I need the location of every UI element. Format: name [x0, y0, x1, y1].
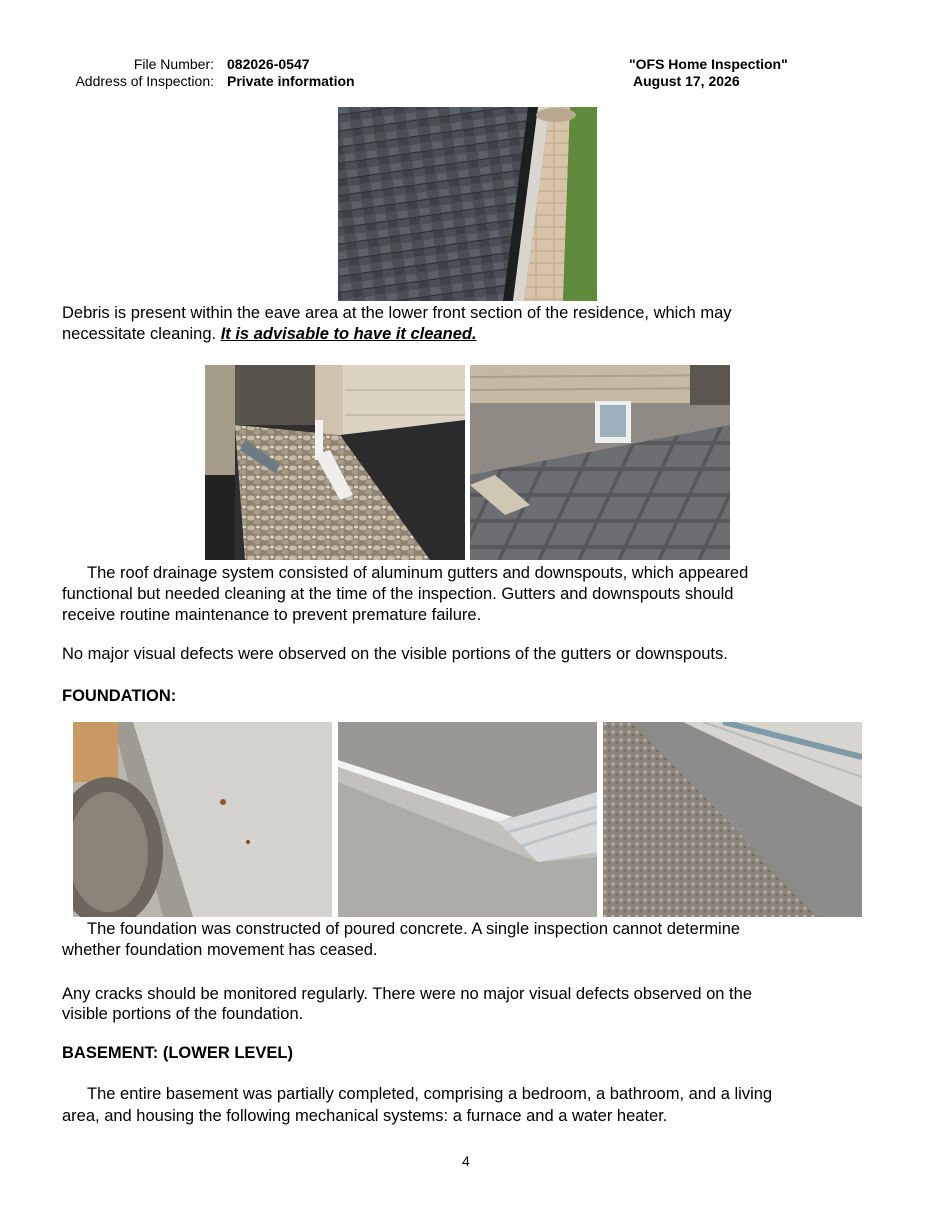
foundation-line-1: The foundation was constructed of poured concrete. A single inspection cannot determine: [87, 920, 741, 938]
downspout-patio-photo: [470, 365, 730, 560]
drainage-text-line-3: receive routine maintenance to prevent premature failure.: [62, 606, 482, 624]
drainage-text-line-2: functional but needed cleaning at the time of the inspection. Gutters and downspouts should: [62, 585, 734, 603]
report-date: August 17, 2026: [633, 73, 740, 89]
foundation-note-line-1: Any cracks should be monitored regularly. There were no major visual defects observed on the: [62, 985, 752, 1003]
basement-text-line-1: [62, 1084, 902, 1105]
address-value: Private information: [227, 73, 355, 89]
address-label: Address of Inspection:: [75, 73, 214, 89]
foundation-interior-photo: [73, 722, 332, 917]
eaves-text-line-1: Debris is present within the eave area at the lower front section of the residence, which may: [62, 304, 732, 322]
foundation-text-line-2: whether foundation movement has ceased.: [62, 941, 378, 959]
page-number: 4: [462, 1153, 470, 1169]
drainage-note: No major visual defects were observed on the visible portions of the gutters or downspouts.: [62, 645, 728, 663]
foundation-text-line-1: [62, 919, 902, 940]
drainage-line-1: The roof drainage system consisted of aluminum gutters and downspouts, which appeared: [87, 564, 749, 582]
basement-heading: BASEMENT: (LOWER LEVEL): [62, 1044, 293, 1062]
eaves-recommendation: It is advisable to have it cleaned.: [220, 325, 477, 343]
foundation-window-well-photo: [338, 722, 597, 917]
drainage-text-line-1: [62, 563, 902, 584]
downspout-rocks-photo: [205, 365, 465, 560]
foundation-note-line-2: visible portions of the foundation.: [62, 1005, 304, 1023]
file-number: 082026-0547: [227, 56, 310, 72]
foundation-heading: FOUNDATION:: [62, 687, 177, 705]
basement-text-line-2: area, and housing the following mechanical systems: a furnace and a water heater.: [62, 1107, 668, 1125]
basement-line-1: The entire basement was partially completed, comprising a bedroom, a bathroom, and a living: [87, 1085, 773, 1103]
eaves-text-line-2: [62, 324, 882, 345]
file-number-label: File Number:: [133, 56, 214, 72]
eaves-text-lead: necessitate cleaning.: [62, 325, 221, 343]
company-name: "OFS Home Inspection": [629, 56, 788, 72]
foundation-exterior-photo: [603, 722, 862, 917]
roof-gutter-photo: [338, 107, 597, 301]
